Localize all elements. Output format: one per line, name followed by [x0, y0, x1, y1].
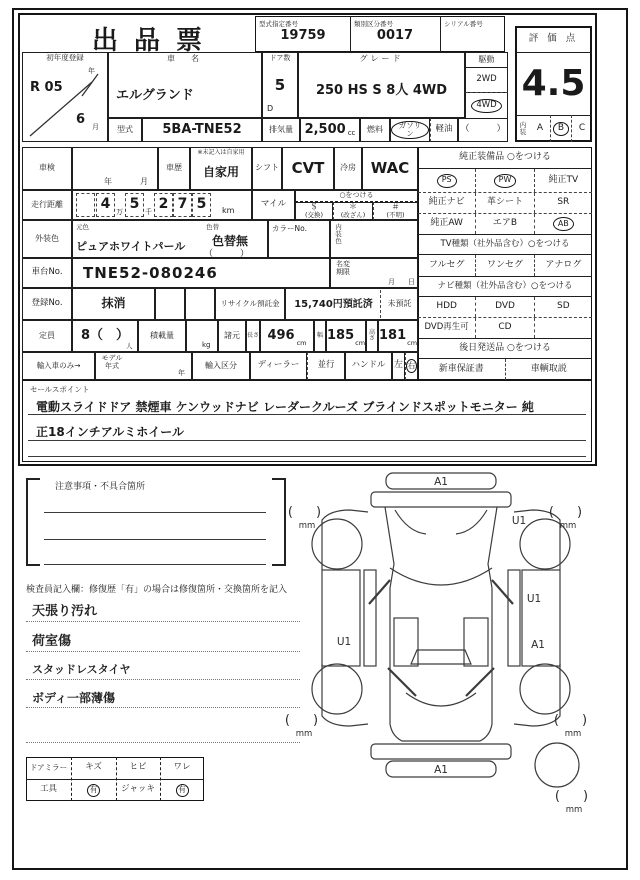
- navi-type-header: ナビ種類（社外品含む）○をつける: [418, 276, 592, 296]
- equip-ps: PS: [437, 174, 457, 188]
- sales-points-label: セールスポイント: [30, 385, 90, 394]
- note-line-2: [26, 651, 300, 652]
- equip-airb: エアB: [475, 214, 533, 234]
- model-year-label: モデル年式: [101, 354, 123, 370]
- history-label: 車歴: [158, 147, 190, 190]
- tool-row-tools: 工具: [39, 784, 57, 795]
- mm-rear-right: mm: [564, 729, 582, 739]
- tread-paren-rear-left: ( ): [284, 713, 324, 728]
- length-value: 496: [267, 327, 295, 343]
- width-cell: [326, 320, 366, 352]
- score-value: 4.5: [521, 62, 586, 104]
- mileage-mark-header: ○をつける: [295, 190, 418, 202]
- mileage-label: 走行距離: [22, 190, 72, 220]
- navi-sd: SD: [534, 297, 592, 317]
- capacity-label: 定員: [22, 320, 72, 352]
- tool-head-scratch: キズ: [85, 762, 102, 773]
- sill-strip-right: [508, 570, 520, 666]
- later-shipping-row: [418, 358, 592, 380]
- displacement-unit: cc: [347, 129, 356, 138]
- equip-leather: 革シート: [475, 193, 533, 213]
- original-color-value: ピュアホワイトパール: [76, 240, 186, 253]
- handle-right: [405, 352, 418, 380]
- first-reg-month-unit: 月: [92, 123, 99, 131]
- rear-window-top: [411, 650, 471, 664]
- model-code-value: 5BA-TNE52: [142, 118, 262, 142]
- car-name-value: エルグランド: [116, 88, 194, 103]
- tool-head-doormirror: ドアミラー: [29, 762, 68, 772]
- drive-2wd-cell: 2WD: [465, 67, 508, 93]
- mark-unknown-symbol: ＃: [391, 202, 400, 212]
- color-change-label: 色替: [206, 223, 219, 231]
- tool-scratch-mark: 有: [87, 784, 100, 797]
- mark-right-mid: U1: [526, 593, 542, 605]
- navi-dvd-play: DVD再生可: [424, 322, 469, 333]
- chassis-cell: [72, 258, 330, 288]
- doors-label: ドア数: [269, 54, 291, 62]
- mm-front-right: mm: [559, 521, 577, 531]
- mileage-digit-2: 4: [96, 193, 115, 217]
- later-shipping-header: 後日発送品 ○をつける: [418, 338, 592, 358]
- tv-fullseg: フルセグ: [428, 259, 465, 270]
- mileage-digit-6: 5: [192, 193, 211, 217]
- sales-rule-2: [28, 440, 586, 441]
- wheel-rear-left: [312, 664, 362, 714]
- header-divider-2: [440, 16, 441, 52]
- mileage-km-unit: km: [222, 206, 235, 215]
- spare-tire: [535, 743, 579, 787]
- first-reg-year-unit: 年: [88, 67, 95, 75]
- mileage-digit-5: 7: [173, 193, 192, 217]
- history-note: ※未記入は自家用: [197, 149, 245, 156]
- navi-hdd: HDD: [436, 301, 457, 312]
- registration-blank-1: [155, 288, 185, 320]
- inspector-note-1: 天張り汚れ: [32, 604, 98, 619]
- pillar-left: [369, 580, 390, 604]
- original-color-label: 元色: [76, 223, 89, 231]
- header-divider-1: [350, 16, 351, 52]
- chassis-value: TNE52-080246: [83, 263, 218, 282]
- equip-ab: AB: [553, 217, 574, 231]
- notes-rule-3: [44, 564, 266, 565]
- history-value: 自家用: [202, 165, 239, 180]
- mileage-digit-4: 2: [154, 193, 173, 217]
- sales-points-line1: 電動スライドドア 禁煙車 ケンウッドナビ レーダークルーズ ブラインドスポットモニター 純: [36, 400, 534, 414]
- handle-label: ハンドル: [345, 352, 392, 380]
- tv-type-row: [418, 254, 592, 276]
- notes-rule-2: [44, 539, 266, 540]
- handle-right-mark: 右: [406, 359, 417, 373]
- tread-paren-spare: ( ): [554, 789, 594, 804]
- mark-left-mid: U1: [336, 636, 352, 648]
- mark-exchange-symbol: ＄: [310, 202, 318, 212]
- navi-blank: [534, 318, 592, 338]
- serial-number-label: シリアル番号: [444, 20, 483, 28]
- tv-type-header: TV種類（社外品含む）○をつける: [418, 234, 592, 254]
- height-label: 高さ: [366, 320, 378, 352]
- vehicle-manual: 車輌取説: [505, 359, 593, 380]
- note-line-1: [26, 621, 300, 622]
- fuel-label: 燃料: [360, 118, 390, 142]
- model-code-label: 型式: [108, 118, 142, 142]
- equip-navi: 純正ナビ: [428, 197, 465, 208]
- shift-label: シフト: [252, 147, 282, 190]
- length-unit: cm: [296, 338, 307, 347]
- pillar-right: [492, 580, 513, 604]
- interior-grade-c: C: [571, 115, 592, 142]
- mileage-man-unit: 万: [116, 208, 123, 216]
- mm-rear-left: mm: [295, 729, 313, 739]
- height-cell: [378, 320, 418, 352]
- model-designation-value: 19759: [280, 28, 326, 43]
- width-unit: cm: [355, 338, 366, 347]
- equip-tv: 純正TV: [534, 169, 592, 192]
- car-name-label: 車 名: [167, 54, 203, 63]
- name-change-label: 名変期限: [336, 260, 350, 276]
- c-pillar-left: [388, 668, 416, 696]
- equipment-genuine-header: 純正装備品 ○をつける: [459, 151, 551, 162]
- grade-value: 250 HS S 8人 4WD: [315, 82, 448, 98]
- fuel-gasoline-mark: ガソリン: [391, 121, 429, 140]
- recycle-label: リサイクル預託金: [215, 288, 285, 320]
- class-category-label: 類別区分番号: [354, 20, 393, 28]
- capacity-value: 8（ ）: [80, 327, 130, 343]
- mark-right-front: U1: [511, 515, 527, 527]
- vehicle-damage-diagram: [272, 468, 612, 828]
- inspector-note-4: ボディ一部薄傷: [32, 691, 116, 705]
- sales-points-line2: 正18インチアルミホイール: [36, 425, 184, 439]
- ac-label: 冷房: [334, 147, 362, 190]
- rear-bumper: [371, 744, 511, 759]
- class-category-value: 0017: [376, 28, 414, 43]
- first-reg-month: 6: [76, 112, 86, 127]
- sales-rule-3: [28, 456, 586, 457]
- tool-break-mark-cell: [160, 779, 204, 801]
- mileage-digit-3: 5: [125, 193, 144, 217]
- mileage-mark-unknown: [373, 202, 418, 220]
- height-unit: cm: [407, 338, 418, 347]
- mark-right-low: A1: [531, 639, 545, 651]
- registration-label: 登録No.: [22, 288, 72, 320]
- equip-aw: 純正AW: [430, 218, 463, 229]
- tool-scratch-mark-cell: [71, 779, 116, 801]
- score-box-line1: [515, 52, 592, 53]
- mileage-digit-1: [76, 193, 95, 217]
- equip-pw: PW: [494, 174, 517, 188]
- exterior-color-label: 外装色: [22, 220, 72, 258]
- recycle-value: 15,740円預託済: [294, 298, 373, 310]
- shaken-month-unit: 月: [140, 177, 148, 186]
- inspector-note-3: スタッドレスタイヤ: [32, 663, 131, 676]
- equipment-row-aw: [418, 213, 592, 234]
- equipment-row-psw: [418, 168, 592, 192]
- tread-paren-front-left: ( ): [287, 505, 327, 520]
- import-parallel: 並行: [307, 352, 345, 380]
- equip-ab-cell: [534, 214, 592, 234]
- first-registration-label: 初年度登録: [46, 53, 84, 62]
- equip-sr: SR: [534, 193, 592, 213]
- length-label: 長さ: [246, 320, 260, 352]
- inner-panel-left: [394, 618, 418, 666]
- note-line-5: [26, 742, 300, 743]
- roof-curve: [390, 568, 492, 585]
- mark-rear-bumper: A1: [434, 764, 448, 776]
- mm-spare: mm: [565, 805, 583, 815]
- color-change-paren: （ ）: [204, 249, 250, 259]
- mm-front-left: mm: [298, 521, 316, 531]
- first-reg-year: R 05: [30, 80, 63, 95]
- capacity-unit: 人: [126, 342, 133, 350]
- chassis-label: 車台No.: [22, 258, 72, 288]
- fuel-diesel-cell: 軽油: [430, 118, 458, 142]
- registration-value: 抹消: [72, 288, 155, 320]
- inspector-instruction: 検査員記入欄：修復歴「有」の場合は修復箇所・交換箇所を記入: [26, 585, 288, 595]
- notes-rule-1: [44, 512, 266, 513]
- interior-grade-a: A: [536, 122, 544, 133]
- wheel-rear-right: [520, 664, 570, 714]
- width-label: 幅: [314, 320, 326, 352]
- inner-panel-right: [464, 618, 488, 666]
- fuel-gasoline-cell: [390, 118, 430, 142]
- color-no-label: カラーNo.: [272, 224, 307, 233]
- name-change-day: 日: [408, 278, 415, 286]
- width-value: 185: [326, 327, 355, 343]
- displacement-value: 2,500: [304, 121, 346, 137]
- inspector-note-2: 荷室傷: [32, 634, 72, 649]
- load-unit: kg: [202, 341, 211, 349]
- mileage-mark-exchange: [295, 202, 333, 220]
- score-label: 評 価 点: [528, 32, 579, 44]
- notes-area-label: 注意事項・不具合箇所: [52, 479, 148, 492]
- model-year-unit: 年: [178, 369, 185, 377]
- displacement-label: 排気量: [262, 118, 300, 142]
- mark-exchange-label: (交換): [304, 210, 324, 219]
- first-reg-slashes: [22, 52, 108, 142]
- equip-pw-cell: [475, 169, 533, 192]
- displacement-cell: [300, 118, 360, 142]
- sill-strip-left: [364, 570, 376, 666]
- interior-color-label: 内装色: [335, 223, 342, 246]
- name-change-month: 月: [388, 278, 395, 286]
- equip-ps-cell: [418, 169, 475, 192]
- import-only-label: 輸入車のみ→: [22, 352, 95, 380]
- ac-value: WAC: [362, 147, 418, 190]
- interior-grade-b-mark: B: [553, 122, 569, 136]
- length-cell: [260, 320, 314, 352]
- grade-label: グレード: [359, 54, 404, 63]
- model-designation-label: 型式指定番号: [259, 20, 298, 28]
- mark-unknown-label: (不明): [386, 210, 405, 219]
- doors-value: 5: [274, 75, 286, 94]
- load-label: 積載量: [138, 320, 186, 352]
- windshield-arc-left: [395, 510, 426, 534]
- sales-rule-1: [28, 414, 586, 415]
- tool-head-crack: ヒビ: [129, 762, 147, 773]
- mark-tampered-label: (改ざん): [340, 210, 366, 219]
- notes-bracket-left: [26, 478, 40, 566]
- color-change-value: 色替無: [212, 234, 249, 248]
- registration-blank-2: [185, 288, 215, 320]
- handle-left: 左: [392, 352, 405, 380]
- tread-paren-front-right: ( ): [548, 505, 588, 520]
- c-pillar-right: [466, 668, 494, 696]
- mileage-unit-mile: マイル: [252, 190, 295, 220]
- tool-row-jack: ジャッキ: [121, 784, 155, 795]
- import-dealer: ディーラー: [250, 352, 307, 380]
- tv-oneseg: ワンセグ: [475, 255, 533, 276]
- tread-paren-rear-right: ( ): [553, 713, 593, 728]
- mark-front-bumper: A1: [434, 476, 448, 488]
- interior-grade-b: [550, 115, 571, 142]
- sales-points-box: [22, 380, 592, 462]
- tool-head-break: ワレ: [173, 762, 191, 773]
- mileage-mark-tampered: [333, 202, 373, 220]
- side-panel-right: [522, 570, 560, 666]
- note-line-4: [26, 707, 300, 708]
- navi-type-row1: [418, 296, 592, 317]
- shift-value: CVT: [282, 147, 334, 190]
- page-title: 出品票: [92, 26, 219, 56]
- shaken-year-unit: 年: [104, 177, 112, 186]
- navi-type-row2: [418, 317, 592, 338]
- navi-dvd: DVD: [475, 297, 533, 317]
- drive-4wd-cell: [465, 92, 508, 119]
- front-bumper: [371, 492, 511, 507]
- new-car-warranty: 新車保証書: [438, 363, 484, 374]
- equipment-row-navi: [418, 192, 592, 213]
- height-value: 181: [378, 327, 407, 343]
- wheel-front-left: [312, 519, 362, 569]
- recycle-alt: 未預託: [380, 290, 418, 318]
- dimensions-label: 諸元: [218, 320, 246, 352]
- interior-color-cell: [330, 220, 418, 258]
- mark-tampered-symbol: ＊: [349, 202, 357, 212]
- side-panel-left: [322, 570, 360, 666]
- note-line-3: [26, 679, 300, 680]
- navi-cd: CD: [475, 318, 533, 338]
- drive-4wd-mark: 4WD: [471, 99, 501, 113]
- tool-break-mark: 有: [176, 784, 189, 797]
- windshield-arc-right: [456, 510, 487, 534]
- fuel-other-cell: （ ）: [458, 118, 508, 142]
- drive-label-cell: 駆動: [465, 52, 508, 68]
- shaken-label: 車検: [22, 147, 72, 190]
- import-class-label: 輸入区分: [192, 352, 250, 380]
- tv-analog: アナログ: [534, 255, 592, 276]
- interior-grade-label: 内装: [519, 120, 527, 136]
- doors-unit: D: [267, 104, 274, 113]
- mileage-sen-unit: 千: [145, 208, 152, 216]
